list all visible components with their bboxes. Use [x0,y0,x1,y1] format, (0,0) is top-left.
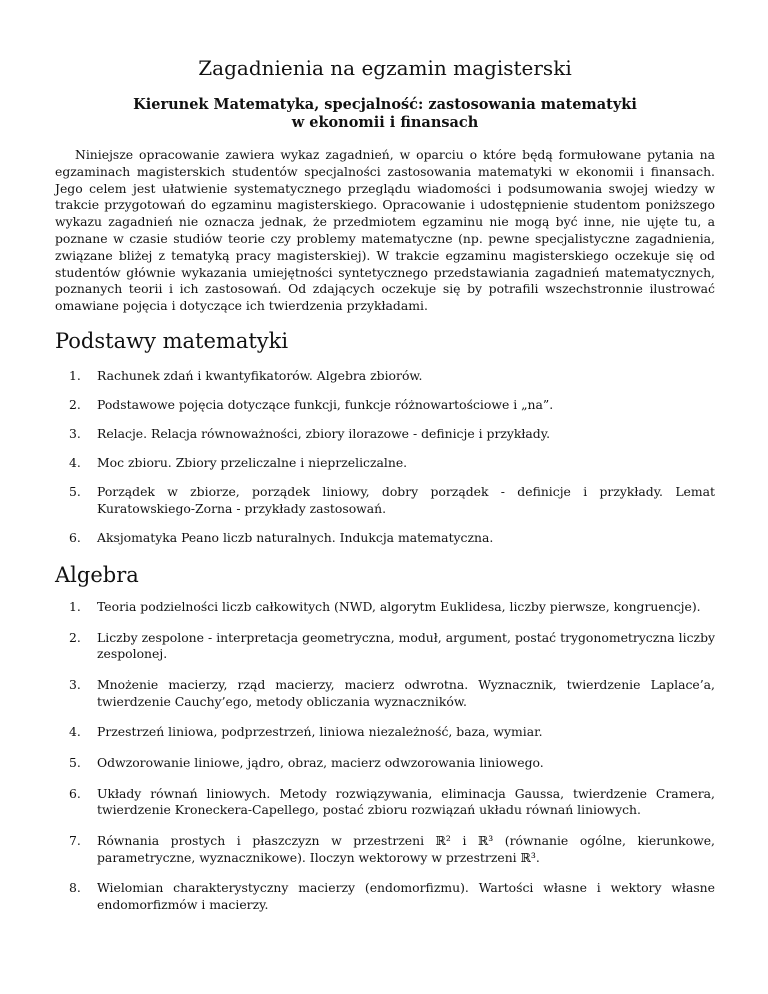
list-item [55,530,715,547]
section-list-podstawy [55,368,715,559]
list-item [55,755,715,772]
section-title-algebra: Algebra [55,563,139,587]
item-number: 4. [69,724,81,740]
item-text: Wielomian charakterystyczny macierzy (endomorfizmu). Wartości własne i wektory własne endomorfizmów i macierzy. [97,880,715,913]
item-number: 7. [69,832,81,848]
list-item [55,426,715,443]
list-item [55,484,715,518]
item-text: Mnożenie macierzy, rząd macierzy, macierz odwrotna. Wyznacznik, twierdzenie Laplace’a, twierdzenie Cauchy’ego, metody obliczania wyznaczników. [97,676,715,709]
item-text: Rachunek zdań i kwantyfikatorów. Algebra zbiorów. [97,368,423,383]
item-number: 4. [69,454,81,470]
item-text: Przestrzeń liniowa, podprzestrzeń, liniowa niezależność, baza, wymiar. [97,724,543,740]
item-number: 3. [69,676,81,692]
document-subtitle [55,96,715,132]
item-text: Aksjomatyka Peano liczb naturalnych. Indukcja matematyczna. [97,529,494,545]
item-text: Moc zbioru. Zbiory przeliczalne i nieprzeliczalne. [97,454,408,470]
list-item [55,677,715,711]
item-text: Liczby zespolone - interpretacja geometryczna, moduł, argument, postać trygonometryczna liczby zespolonej. [97,629,715,662]
item-number: 3. [69,425,81,441]
section-title-podstawy: Podstawy matematyki [55,329,289,353]
item-text: Układy równań liniowych. Metody rozwiązywania, eliminacja Gaussa, twierdzenie Cramera, twierdzenie Kroneckera-Capellego, postać zbioru rozwiązań układu równań liniowych. [97,785,715,818]
item-text: Odwzorowanie liniowe, jądro, obraz, macierz odwzorowania liniowego. [97,754,544,770]
intro-paragraph: Niniejsze opracowanie zawiera wykaz zagadnień, w oparciu o które będą formułowane pytania na egzaminach magisterskich studentów specjalności zastosowania matematyki w ekonomii i finansach. Jego celem jest ułatwienie systematycznego przeglądu wiadomości i podsumowania swojej wiedzy w trakcie przygotowań do egzaminu magisterskiego. Opracowanie i udostępnienie studentom poniższego wykazu zagadnień nie oznacza jednak, że przedmiotem egzaminu nie mogą być inne, nie ujęte tu, a poznane w czasie studiów teorie czy problemy matematyczne (np. pewne specjalistyczne zagadnienia, związane bliżej z tematyką pracy magisterskiej). W trakcie egzaminu magisterskiego oczekuje się od studentów głównie wykazania umiejętności syntetycznego przedstawiania zagadnień matematycznych, poznanych teorii i ich zastosowań. Od zdających oczekuje się by potrafili wszechstronnie ilustrować omawiane pojęcia i dotyczące ich twierdzenia przykładami. [55,147,715,314]
item-number: 5. [69,483,81,499]
item-number: 2. [69,629,81,645]
item-number: 6. [69,785,81,801]
list-item [55,786,715,820]
item-number: 1. [69,599,81,614]
list-item [55,599,715,616]
item-number: 2. [69,396,81,412]
document-title: Zagadnienia na egzamin magisterski [198,56,572,80]
item-number: 1. [69,368,81,383]
list-item [55,724,715,741]
item-number: 8. [69,880,81,896]
list-item [55,455,715,472]
list-item [55,880,715,914]
item-text: Równania prostych i płaszczyzn w przestrzeni ℝ² i ℝ³ (równanie ogólne, kierunkowe, parametryczne, wyznacznikowe). Iloczyn wektorowy w przestrzeni ℝ³. [97,832,715,865]
section-list-algebra [55,599,715,928]
subtitle-line-2: w ekonomii i finansach [291,114,479,131]
list-item [55,368,715,385]
item-text: Teoria podzielności liczb całkowitych (NWD, algorytm Euklidesa, liczby pierwsze, kongruencje). [97,599,701,614]
list-item [55,397,715,414]
item-text: Relacje. Relacja równoważności, zbiory ilorazowe - definicje i przykłady. [97,425,551,441]
list-item [55,833,715,867]
item-number: 5. [69,754,81,770]
subtitle-line-1: Kierunek Matematyka, specjalność: zastosowania matematyki [133,96,637,113]
item-text: Podstawowe pojęcia dotyczące funkcji, funkcje różnowartościowe i „na”. [97,396,554,412]
item-number: 6. [69,529,81,545]
item-text: Porządek w zbiorze, porządek liniowy, dobry porządek - definicje i przykłady. Lemat Kuratowskiego-Zorna - przykłady zastosowań. [97,483,715,516]
list-item [55,630,715,664]
